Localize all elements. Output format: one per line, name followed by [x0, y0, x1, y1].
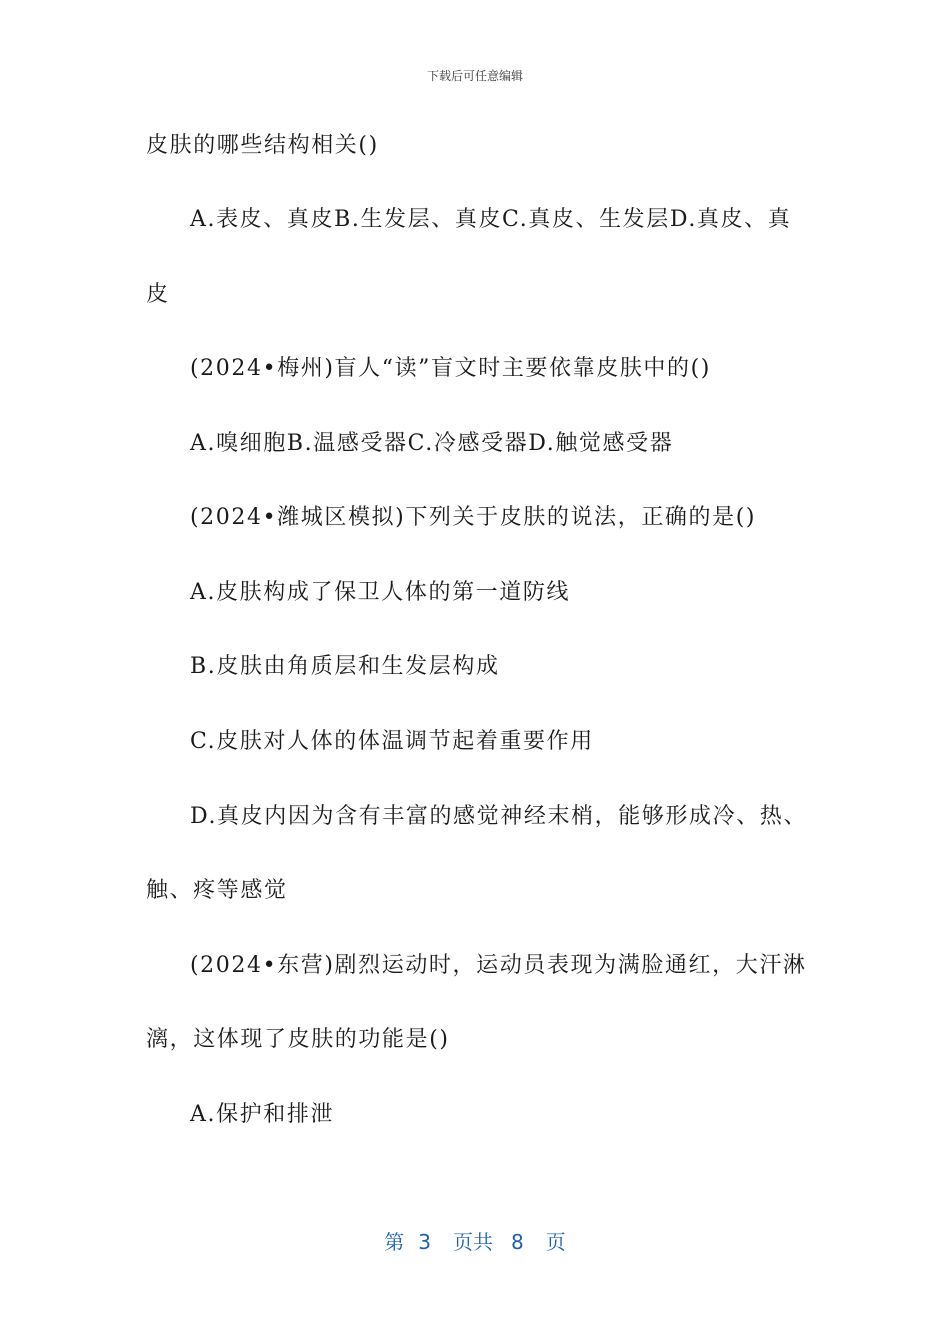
text-line-9: C.皮肤对人体的体温调节起着重要作用: [190, 729, 594, 754]
text-line-3: 皮: [146, 282, 170, 307]
page-header: 下载后可任意编辑: [426, 69, 523, 83]
text-line-5: A.嗅细胞B.温感受器C.冷感受器D.触觉感受器: [190, 431, 674, 456]
footer-middle: 页共: [453, 1230, 493, 1254]
text-line-7: A.皮肤构成了保卫人体的第一道防线: [190, 580, 571, 605]
text-line-11: 触、疼等感觉: [146, 878, 288, 903]
text-line-6: (2024•潍城区模拟)下列关于皮肤的说法，正确的是(): [190, 505, 757, 530]
text-line-4: (2024•梅州)盲人“读”盲文时主要依靠皮肤中的(): [190, 356, 711, 381]
page-footer: [0, 1226, 950, 1255]
text-line-8: B.皮肤由角质层和生发层构成: [190, 654, 500, 679]
text-line-10: D.真皮内因为含有丰富的感觉神经末梢，能够形成冷、热、: [190, 804, 808, 829]
text-line-1: 皮肤的哪些结构相关(): [146, 133, 379, 158]
text-line-2: A.表皮、真皮B.生发层、真皮C.真皮、生发层D.真皮、真: [190, 207, 792, 232]
text-line-13: 漓，这体现了皮肤的功能是(): [146, 1027, 450, 1052]
text-line-14: A.保护和排泄: [190, 1102, 335, 1127]
footer-suffix: 页: [545, 1230, 566, 1254]
footer-prefix: 第: [384, 1230, 405, 1254]
footer-total-pages: 8: [510, 1230, 524, 1254]
footer-current-page: 3: [418, 1230, 431, 1254]
text-line-12: (2024•东营)剧烈运动时，运动员表现为满脸通红，大汗淋: [190, 953, 807, 978]
